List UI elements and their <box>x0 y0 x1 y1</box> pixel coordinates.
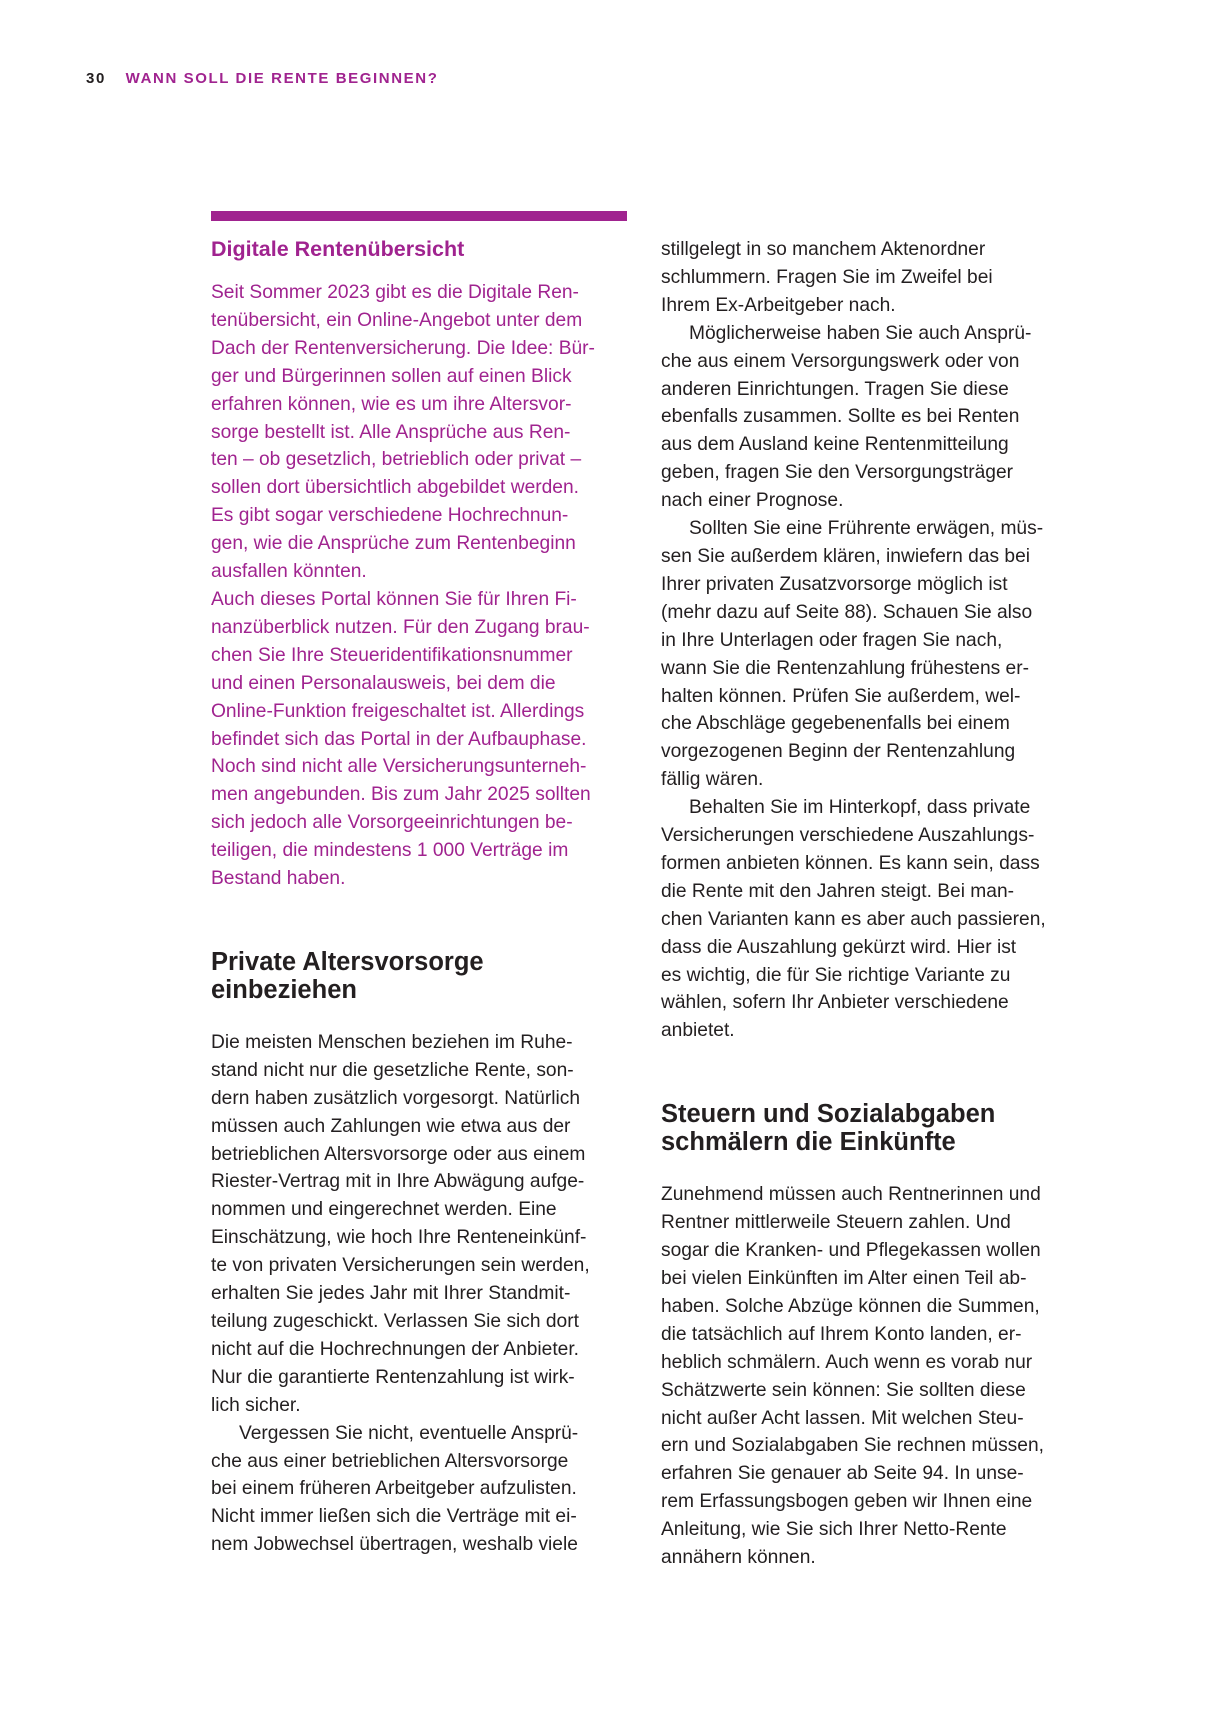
info-box-paragraph: Seit Sommer 2023 gibt es die Digitale Ren- tenübersicht, ein Online-Angebot unter dem Dach der Rentenversicherung. Die Idee: Bür- ger und Bürgerinnen sollen auf einen Blick erfahren können, wie es um ihre Altersvor- sorge bestellt ist. Alle Ansprüche aus Ren- ten – ob gesetzlich, betrieblich oder privat – sollen dort übersichtlich abgebildet werden. Es gibt sogar verschiedene Hochrechnun- gen, wie die Ansprüche zum Rentenbeginn ausfallen könnten. <box>211 282 595 583</box>
body-paragraph: Zunehmend müssen auch Rentnerinnen und Rentner mittlerweile Steuern zahlen. Und sogar die Kranken- und Pflegekassen wollen bei vielen Einkünften im Alter einen Teil ab- haben. Solche Abzüge können die Summen, die tatsächlich auf Ihrem Konto landen, er- heblich schmälern. Auch wenn es vorab nur Schätzwerte sein können: Sie sollten diese nicht außer Acht lassen. Mit welchen Steu- ern und Sozialabgaben Sie rechnen müssen, erfahren Sie genauer ab Seite 94. In unse- rem Erfassungsbogen geben wir Ihnen eine Anleitung, wie Sie sich Ihrer Netto-Rente annähern können. <box>661 1184 1044 1569</box>
info-box-rule <box>211 211 627 221</box>
left-column <box>211 211 627 1559</box>
section-heading-private-pension: Private Altersvorsorge einbeziehen <box>211 947 484 1004</box>
body-paragraph: Vergessen Sie nicht, eventuelle Ansprü- che aus einer betrieblichen Altersvorsorge bei einem früheren Arbeitgeber aufzulisten. Nicht immer ließen sich die Verträge mit ei- nem Jobwechsel übertragen, weshalb viele <box>211 1422 579 1556</box>
page-number: 30 <box>86 70 106 87</box>
body-paragraph: Sollten Sie eine Frührente erwägen, müs- sen Sie außerdem klären, inwiefern das bei Ihrer privaten Zusatzvorsorge möglich ist (mehr dazu auf Seite 88). Schauen Sie also in Ihre Unterlagen oder fragen Sie nach, wann Sie die Rentenzahlung frühestens er- halten können. Prüfen Sie außerdem, wel- che Abschläge gegebenenfalls bei einem vorgezogenen Beginn der Rentenzahlung fällig wären. <box>661 518 1044 791</box>
info-box-paragraph: Auch dieses Portal können Sie für Ihren Fi- nanzüberblick nutzen. Für den Zugang brau- chen Sie Ihre Steueridentifikationsnummer und einen Personalausweis, bei dem die Online-Funktion freigeschaltet ist. Allerdings befindet sich das Portal in der Aufbauphase. Noch sind nicht alle Versicherungsunterneh- men angebunden. Bis zum Jahr 2025 sollten sich jedoch alle Vorsorgeeinrichtungen be- teiligen, die mindestens 1 000 Verträge im Bestand haben. <box>211 588 591 890</box>
info-box-title: Digitale Rentenübersicht <box>211 237 465 261</box>
body-paragraph: Behalten Sie im Hinterkopf, dass private Versicherungen verschiedene Auszahlungs- formen anbieten können. Es kann sein, dass die Rente mit den Jahren steigt. Bei man- chen Varianten kann es aber auch passieren, dass die Auszahlung gekürzt wird. Hier ist es wichtig, die für Sie richtige Variante zu wählen, sofern Ihr Anbieter verschiedene anbietet. <box>661 797 1046 1042</box>
body-paragraph: stillgelegt in so manchem Aktenordner schlummern. Fragen Sie im Zweifel bei Ihrem Ex-Arbeitgeber nach. <box>661 239 993 316</box>
right-column <box>661 236 1077 1572</box>
section-heading-taxes: Steuern und Sozialabgaben schmälern die Einkünfte <box>661 1100 996 1157</box>
chapter-title: WANN SOLL DIE RENTE BEGINNEN? <box>125 70 439 87</box>
body-paragraph: Die meisten Menschen beziehen im Ruhe- stand nicht nur die gesetzliche Rente, son- dern haben zusätzlich vorgesorgt. Natürlich müssen auch Zahlungen wie etwa aus der betrieblichen Altersvorsorge oder aus einem Riester-Vertrag mit in Ihre Abwägung aufge- nommen und eingerechnet werden. Eine Einschätzung, wie hoch Ihre Renteneinkünf- te von privaten Versicherungen sein werden, erhalten Sie jedes Jahr mit Ihrer Standmit- teilung zugeschickt. Verlassen Sie sich dort nicht auf die Hochrechnungen der Anbieter. Nur die garantierte Rentenzahlung ist wirk- lich sicher. <box>211 1031 590 1416</box>
running-header <box>86 70 438 87</box>
info-box <box>211 211 627 893</box>
body-paragraph: Möglicherweise haben Sie auch Ansprü- che aus einem Versorgungswerk oder von anderen Einrichtungen. Tragen Sie diese ebenfalls zusammen. Sollte es bei Renten aus dem Ausland keine Rentenmitteilung geben, fragen Sie den Versorgungsträger nach einer Prognose. <box>661 322 1032 512</box>
